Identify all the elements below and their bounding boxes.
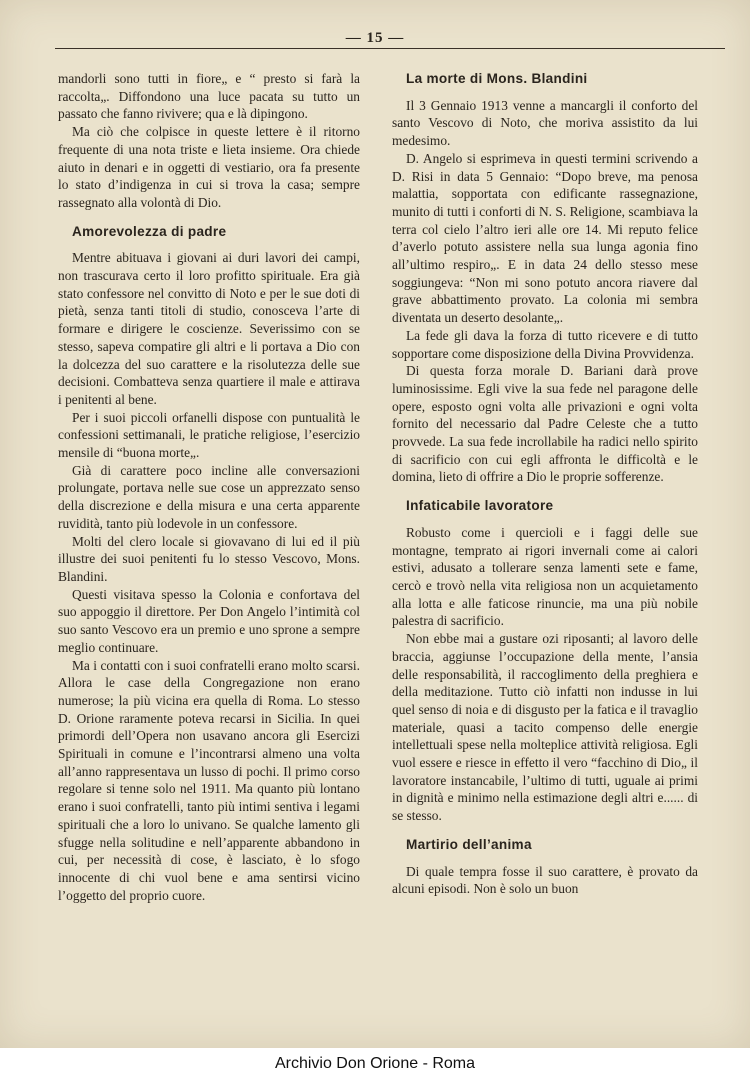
paragraph: Ma ciò che colpisce in queste lettere è il ritorno frequente di una nota triste e lieta insieme. Ora chiede aiuto in denari e in oggetti di vestiario, ora fa presente lo stato d’indigenza in cui si trova la casa; sempre rassegnato alla volontà di Dio.: [58, 124, 360, 210]
header-rule: [55, 48, 725, 49]
paragraph: Il 3 Gennaio 1913 venne a mancargli il conforto del santo Vescovo di Noto, che moriva assistito da lui medesimo.: [392, 97, 698, 149]
paragraph: Mentre abituava i giovani ai duri lavori dei campi, non trascurava certo il loro profitto spirituale. Era già stato confessore nel convitto di Noto e per le sue doti di pietà, senza tanti titoli di studio, conosceva l’arte di formare e dirigere le coscienze. Severissimo con se stesso, sapeva compatire gli altri e li portava a Dio con la dolcezza del suo carattere e la risolutezza delle sue decisioni. Combatteva senza quartiere il male e attirava i penitenti al bene.: [58, 250, 360, 407]
paragraph: Di questa forza morale D. Bariani darà prove luminosissime. Egli vive la sua fede nel paragone delle opere, esposto ogni volta alle privazioni e ogni volta fornito del necessario dal Padre Celeste che a tutto provvede. La sua fede incrollabile ha radici nello spirito di sacrificio con cui egli affronta le difficoltà e le domina, lieto di offrire a Dio le proprie sofferenze.: [392, 363, 698, 485]
paragraph: Questi visitava spesso la Colonia e confortava del suo appoggio il direttore. Per Don Angelo l’intimità col suo santo Vescovo era un premio e uno sprone a sempre meglio continuare.: [58, 586, 360, 655]
section-heading: Amorevolezza di padre: [72, 223, 227, 239]
section-heading: Martirio dell’anima: [406, 836, 532, 852]
archive-footer: [0, 1048, 750, 1080]
paragraph: Ma i contatti con i suoi confratelli erano molto scarsi. Allora le case della Congregazione non erano numerose; la più vicina era quella di Roma. Lo stesso D. Orione raramente poteva recarsi in Sicilia. In quei primordi dell’Opera non usavano ancora gli Esercizi Spirituali in comune e l’incontrarsi almeno una volta all’anno rappresentava un lusso di pochi. Il primo corso regolare si tenne solo nel 1911. Ma quanto più lontano erano i suoi confratelli, tanto più intimi sentiva i legami spirituali che a loro lo univano. Se qualche lamento gli sfugge nella solitudine e nell’apparente abbandono in cui, per necessità di cose, è lasciato, è lo sfogo innocente di chi vuol bene e ama sentirsi vicino l’oggetto del proprio cuore.: [58, 657, 360, 903]
paragraph: La fede gli dava la forza di tutto ricevere e di tutto sopportare come disposizione della Divina Provvidenza.: [392, 327, 698, 361]
right-column: [392, 70, 698, 898]
section-heading: La morte di Mons. Blandini: [406, 71, 588, 86]
paragraph: mandorli sono tutti in fiore„ e “ presto si farà la raccolta„. Diffondono una luce pacata su tutto un passato che fanno rivivere; qua e là dipingono.: [58, 71, 360, 122]
page-number: — 15 —: [345, 30, 405, 46]
paragraph: Per i suoi piccoli orfanelli dispose con puntualità le confessioni settimanali, le pratiche religiose, l’esercizio mensile di “buona morte„.: [58, 409, 360, 461]
section-heading: Infaticabile lavoratore: [406, 498, 554, 514]
left-column: [58, 70, 360, 904]
paragraph: Già di carattere poco incline alle conversazioni prolungate, portava nelle sue cose un apprezzato senso della discrezione e della misura e una certa apparente ruvidità, tanto più lodevole in un confessore.: [58, 462, 360, 531]
paragraph: Molti del clero locale si giovavano di lui ed il più illustre dei suoi penitenti fu lo stesso Vescovo, Mons. Blandini.: [58, 533, 360, 584]
paragraph: Robusto come i quercioli e i faggi delle sue montagne, temprato ai rigori invernali come ai calori estivi, adusato a tollerare senza lamenti sete e fame, cercò e trovò nella vita religiosa non un acquietamento alla lotta e alle faticose rinuncie, ma una più nobile palestra di sacrificio.: [392, 524, 698, 629]
paragraph: Non ebbe mai a gustare ozi riposanti; al lavoro delle braccia, aggiunse l’occupazione della mente, l’ansia delle responsabilità, il raccoglimento della preghiera e della meditazione. Tutto ciò infatti non indusse in lui quel senso di noia e di disgusto per la fatica e il travaglio materiale, quasi a tacito compenso delle energie intellettuali spese nella molteplice attività religiosa. Egli vuol essere e riesce in effetto il vero “facchino di Dio„ il lavoratore instancabile, l’ultimo di tutti, uguale ai primi in dignità e minimo nella estimazione degli altri e...... di se stesso.: [392, 631, 698, 824]
archive-label: Archivio Don Orione - Roma: [274, 1055, 476, 1072]
paragraph: Di quale tempra fosse il suo carattere, è provato da alcuni episodi. Non è solo un buon: [392, 863, 698, 897]
paragraph: D. Angelo si esprimeva in questi termini scrivendo a D. Risi in data 5 Gennaio: “Dopo breve, ma penosa malattia, sopportata con edificante rassegnazione, munito di tutti i conforti di N. S. Religione, scambiava la terra col cielo l’altro ieri alle ore 14. Mi reputo felice d’averlo potuto assistere nella sua lunga agonia fino all’ultimo respiro„. E in data 24 dello stesso mese soggiungeva: “Non mi sono potuto ancora riavere dal grave abbattimento provato. La colonia mi sembra diventata un deserto desolante„.: [392, 150, 698, 326]
